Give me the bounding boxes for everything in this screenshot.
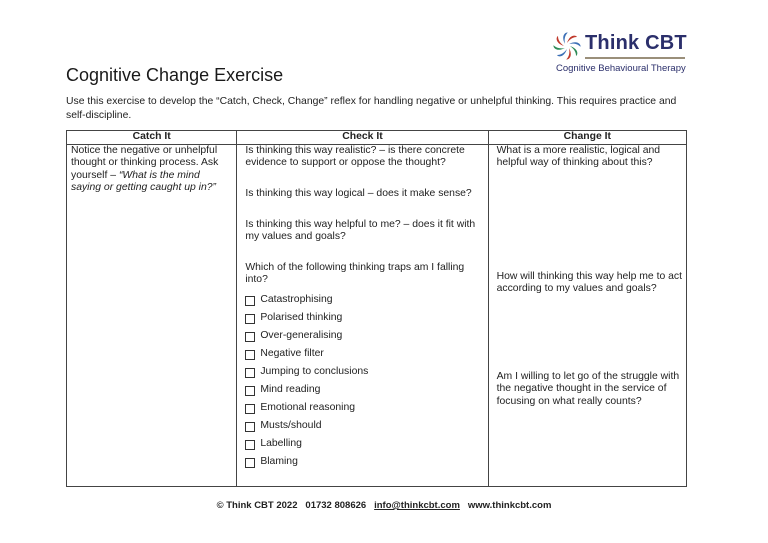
trap-item[interactable] (245, 346, 368, 364)
checkbox[interactable] (245, 440, 255, 450)
catch-italic-prompt: “What is the mind saying or getting caught up in?” (71, 169, 216, 194)
trap-label: Jumping to conclusions (260, 366, 369, 378)
trap-label: Over-generalising (260, 330, 343, 342)
swirl-logo-icon (553, 32, 581, 60)
logo-underline (585, 57, 685, 59)
page-title: Cognitive Change Exercise (66, 65, 284, 85)
change-question-letting-go: Am I willing to let go of the struggle with the negative thought in the service of focusing on what really counts? (496, 370, 680, 407)
trap-item[interactable] (245, 400, 368, 418)
checkbox[interactable] (245, 422, 255, 432)
logo-subtitle: Cognitive Behavioural Therapy (556, 63, 686, 74)
check-question-realistic: Is thinking this way realistic? – is there concrete evidence to support or oppose the thought? (245, 144, 465, 169)
thinking-traps-list (245, 292, 368, 472)
change-question-alternative: What is a more realistic, logical and helpful way of thinking about this? (496, 144, 661, 169)
trap-item[interactable] (245, 454, 368, 472)
trap-item[interactable] (245, 292, 368, 310)
checkbox[interactable] (245, 386, 255, 396)
change-question-values: How will thinking this way help me to act according to my values and goals? (496, 270, 683, 295)
think-cbt-logo (553, 30, 693, 78)
trap-label: Polarised thinking (260, 312, 343, 324)
trap-item[interactable] (245, 382, 368, 400)
exercise-table (66, 130, 687, 487)
catch-text: Notice the negative or unhelpful thought or thinking process. Ask yourself – (71, 144, 219, 181)
change-it-cell[interactable] (488, 144, 686, 486)
trap-item[interactable] (245, 436, 368, 454)
trap-item[interactable] (245, 364, 368, 382)
checkbox[interactable] (245, 314, 255, 324)
trap-item[interactable] (245, 328, 368, 346)
trap-label: Catastrophising (260, 294, 333, 306)
trap-label: Labelling (260, 438, 302, 450)
footer-phone: 01732 808626 (305, 500, 367, 511)
check-question-logical: Is thinking this way logical – does it make sense? (245, 187, 472, 199)
trap-label: Blaming (260, 456, 298, 468)
footer-copyright: © Think CBT 2022 (216, 500, 298, 511)
checkbox[interactable] (245, 296, 255, 306)
checkbox[interactable] (245, 458, 255, 468)
catch-instruction (71, 145, 232, 195)
trap-label: Mind reading (260, 384, 321, 396)
trap-label: Negative filter (260, 348, 324, 360)
logo-title: Think CBT (585, 32, 687, 54)
footer (0, 500, 768, 511)
header-check-it: Check It (237, 131, 488, 145)
intro-paragraph: Use this exercise to develop the “Catch, Check, Change” reflex for handling negative or unhelpful thinking. This requires practice and self-discipline. (66, 96, 677, 121)
check-question-helpful: Is thinking this way helpful to me? – does it fit with my values and goals? (245, 218, 476, 243)
header-catch-it: Catch It (67, 131, 237, 145)
trap-item[interactable] (245, 310, 368, 328)
trap-label: Musts/should (260, 420, 322, 432)
catch-it-cell[interactable] (67, 144, 237, 486)
checkbox[interactable] (245, 350, 255, 360)
check-question-thinking-traps: Which of the following thinking traps am I falling into? (245, 261, 465, 286)
header-change-it: Change It (488, 131, 686, 145)
footer-email-link[interactable]: info@thinkcbt.com (374, 500, 460, 511)
footer-website[interactable]: www.thinkcbt.com (467, 500, 552, 511)
checkbox[interactable] (245, 368, 255, 378)
check-it-cell (237, 144, 488, 486)
trap-item[interactable] (245, 418, 368, 436)
checkbox[interactable] (245, 404, 255, 414)
checkbox[interactable] (245, 332, 255, 342)
trap-label: Emotional reasoning (260, 402, 356, 414)
